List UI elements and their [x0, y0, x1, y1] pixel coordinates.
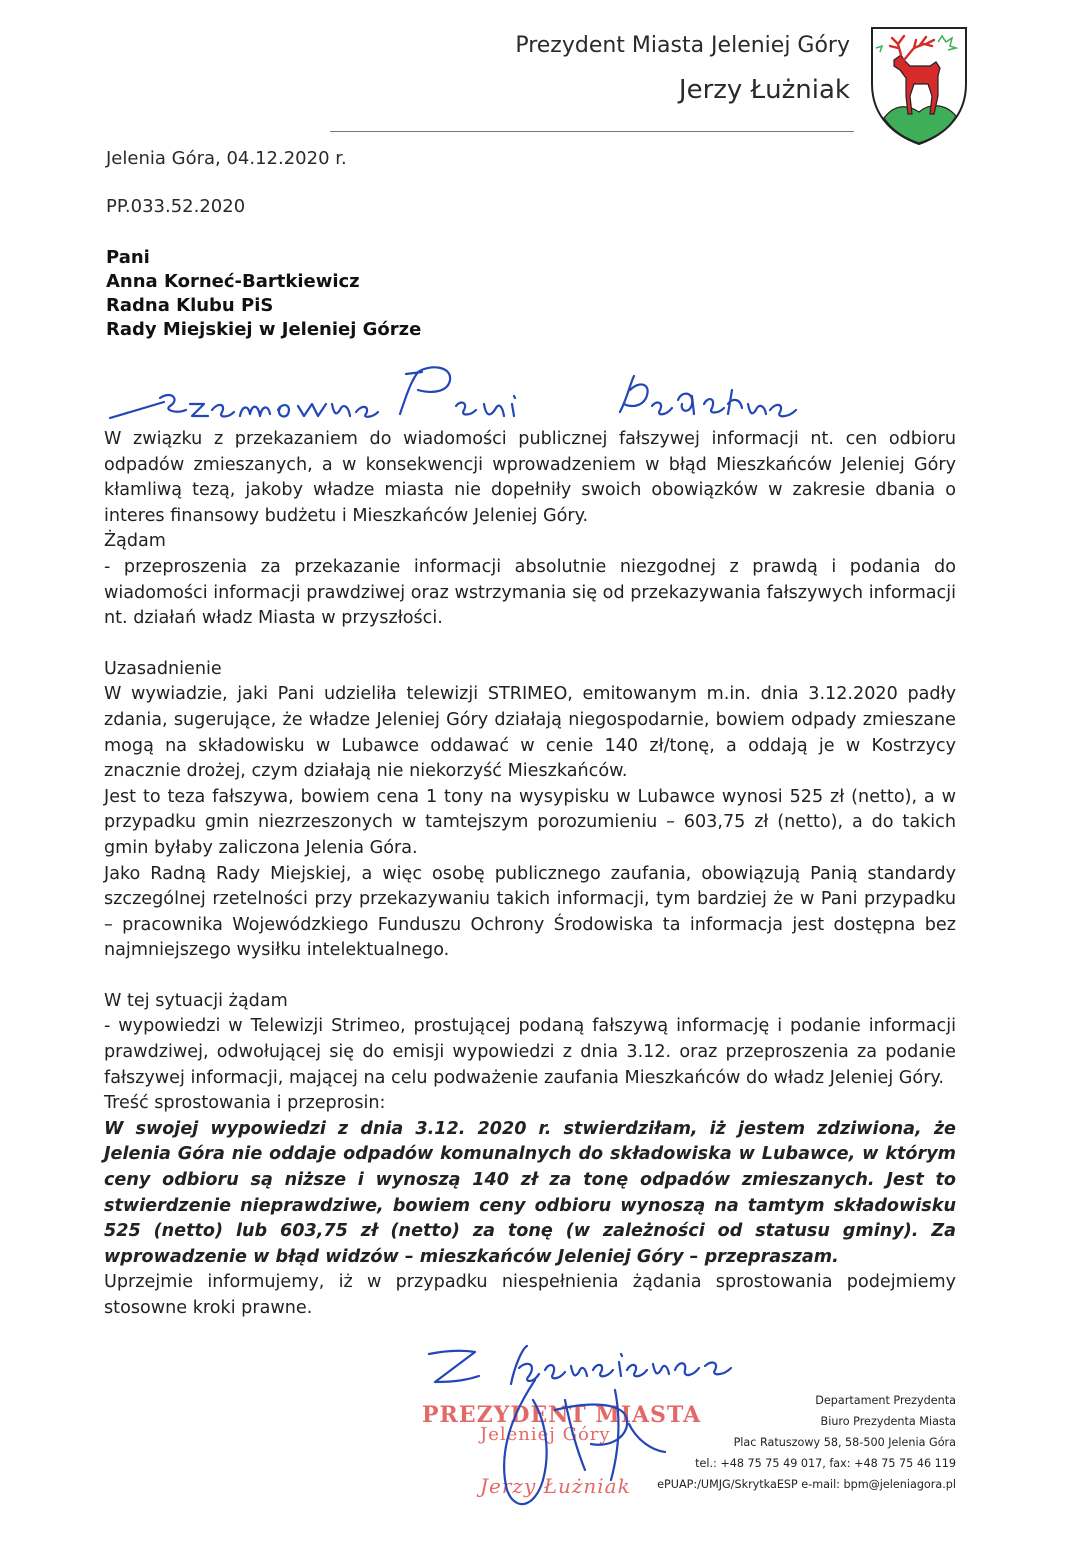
- addressee-name: Anna Korneć-Bartkiewicz: [106, 271, 360, 292]
- correction-statement: W swojej wypowiedzi z dnia 3.12. 2020 r. stwierdziłam, iż jestem zdziwiona, że Jelenia Góra nie oddaje odpadów komunalnych do składowiska w Lubawce, w którym ceny odbioru są niższe i wynoszą 140 zł za tonę odpadów zmieszanych. Jest to stwierdzenie nieprawdziwe, bowiem ceny odbioru wynoszą na tamtym składowisku 525 (netto) lub 603,75 zł (netto) za tonę (w zależności od statusu gminy). Za wprowadzenie w błąd widzów – mieszkańców Jeleniej Góry – przepraszam.: [104, 1118, 956, 1267]
- letterhead-name: Jerzy Łużniak: [678, 75, 850, 105]
- body-paragraph: Treść sprostowania i przeprosin:: [104, 1093, 386, 1114]
- footer-office: Biuro Prezydenta Miasta: [820, 1415, 956, 1428]
- body-paragraph: - przeproszenia za przekazanie informacji absolutnie niezgodnej z prawdą i podania do wiadomości informacji prawdziwej oraz wstrzymania się od przekazywania fałszywych informacji nt. działań władz Miasta w przyszłości.: [104, 556, 956, 629]
- section-heading: W tej sytuacji żądam: [104, 990, 288, 1011]
- handwritten-salutation: [100, 360, 820, 430]
- reference-number: PP.033.52.2020: [106, 196, 246, 217]
- letter-body: [104, 427, 956, 1322]
- body-paragraph: W wywiadzie, jaki Pani udzieliła telewizji STRIMEO, emitowanym m.in. dnia 3.12.2020 padły zdania, sugerujące, że władze Jeleniej Góry działają niegospodarnie, bowiem odpady zmieszane mogą na składowisku w Lubawce oddawać w cenie 140 zł/tonę, a oddają je w Kostrzycy znacznie drożej, czym działają nie niekorzyść Mieszkańców.: [104, 684, 956, 782]
- body-paragraph: Żądam: [104, 531, 166, 552]
- letterhead-title: Prezydent Miasta Jeleniej Góry: [515, 33, 850, 58]
- official-stamp-name: Jerzy Łużniak: [480, 1474, 631, 1498]
- footer-address: Plac Ratuszowy 58, 58-500 Jelenia Góra: [733, 1436, 956, 1449]
- addressee-block: [106, 246, 421, 342]
- place-and-date: Jelenia Góra, 04.12.2020 r.: [106, 148, 347, 169]
- letterhead-divider: [330, 131, 854, 132]
- official-stamp-city: Jeleniej Góry: [480, 1424, 611, 1445]
- footer-department: Departament Prezydenta: [815, 1394, 956, 1407]
- addressee-line: Rady Miejskiej w Jeleniej Górze: [106, 319, 422, 340]
- deer-coat-of-arms-icon: [868, 22, 970, 146]
- official-stamp-title: PREZYDENT MIASTA: [422, 1402, 702, 1428]
- body-paragraph: Jest to teza fałszywa, bowiem cena 1 tony na wysypisku w Lubawce wynosi 525 zł (netto), a w przypadku gmin niezrzeszonych w tamtejszym porozumieniu – 603,75 zł (netto), a do takich gmin byłaby zaliczona Jelenia Góra.: [104, 786, 956, 858]
- addressee-line: Radna Klubu PiS: [106, 295, 274, 316]
- footer-phone-fax: tel.: +48 75 75 49 017, fax: +48 75 75 46 119: [695, 1457, 956, 1470]
- section-heading: Uzasadnienie: [104, 658, 222, 679]
- footer-epuap-email: ePUAP:/UMJG/SkrytkaESP e-mail: bpm@jeleniagora.pl: [657, 1478, 956, 1491]
- addressee-line: Pani: [106, 247, 150, 268]
- body-paragraph: - wypowiedzi w Telewizji Strimeo, prostującej podaną fałszywą informację i podanie informacji prawdziwej, odwołującej się do emisji wypowiedzi z dnia 3.12. oraz przeproszenia za podanie fałszywej informacji, mającej na celu podważenie zaufania Mieszkańców do władz Jeleniej Góry.: [104, 1016, 956, 1088]
- footer-contact: [620, 1390, 956, 1495]
- body-paragraph: Jako Radną Rady Miejskiej, a więc osobę publicznego zaufania, obowiązują Panią standardy szczególnej rzetelności przy przekazywaniu takich informacji, tym bardziej że w Pani przypadku – pracownika Wojewódzkiego Funduszu Ochrony Środowiska ta informacja jest dostępna bez najmniejszego wysiłku intelektualnego.: [104, 863, 956, 961]
- body-paragraph: Uprzejmie informujemy, iż w przypadku niespełnienia żądania sprostowania podejmiemy stosowne kroki prawne.: [104, 1272, 956, 1318]
- body-paragraph: W związku z przekazaniem do wiadomości publicznej fałszywej informacji nt. cen odbioru odpadów zmieszanych, a w konsekwencji wprowadzeniem w błąd Mieszkańców Jeleniej Góry kłamliwą tezą, jakoby władze miasta nie dopełniły swoich obowiązków w zakresie dbania o interes finansowy budżetu i Mieszkańców Jeleniej Góry.: [104, 429, 956, 526]
